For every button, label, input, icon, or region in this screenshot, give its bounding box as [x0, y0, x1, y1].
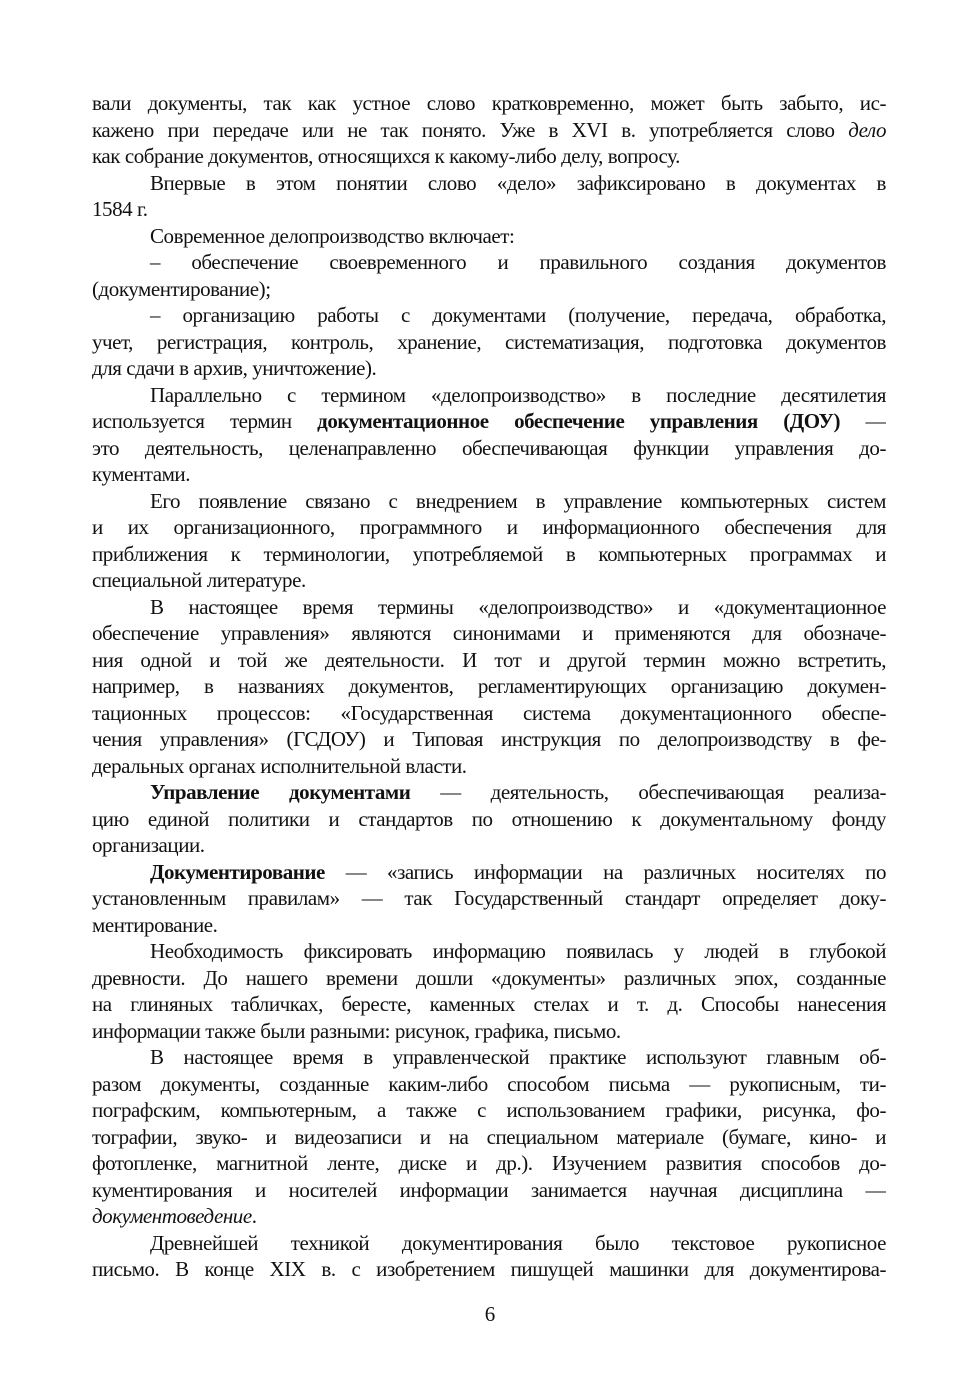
- text-line: [92, 488, 886, 515]
- text-run: Параллельно с термином «делопроизводство» в последние десятилетия: [150, 382, 886, 407]
- text-run: – организацию работы с документами (получение, передача, обработка,: [150, 303, 886, 327]
- paragraph: [92, 1044, 886, 1230]
- text-line: [92, 170, 886, 197]
- text-line: [92, 408, 886, 435]
- paragraph: [92, 488, 886, 594]
- text-line: [92, 302, 886, 329]
- paragraph: [92, 223, 886, 250]
- italic-term: дело: [848, 117, 886, 142]
- text-line: [92, 355, 886, 382]
- bold-term: Управление документами: [150, 780, 411, 804]
- text-run: и их организационного, программного и информационного обеспечения для: [92, 515, 886, 539]
- text-run: 1584 г.: [92, 197, 148, 221]
- text-line: [92, 461, 886, 488]
- text-run: письмо. В конце XIX в. с изобретением пишущей машинки для документирова-: [92, 1257, 886, 1281]
- text-run: ментирование.: [92, 912, 218, 937]
- text-run: специальной литературе.: [92, 568, 306, 592]
- text-line: [92, 435, 886, 462]
- text-line: [92, 382, 886, 409]
- text-run: В настоящее время термины «делопроизводство» и «документационное: [150, 594, 886, 619]
- text-line: [92, 1203, 886, 1230]
- paragraph: [92, 779, 886, 859]
- paragraph: [92, 90, 886, 170]
- paragraph: [92, 249, 886, 302]
- text-line: [92, 806, 886, 833]
- text-line: [92, 541, 886, 568]
- text-line: [92, 276, 886, 303]
- text-run: тационных процессов: «Государственная система документационного обеспе-: [92, 700, 886, 725]
- text-run: вали документы, так как устное слово кратковременно, может быть забыто, ис-: [92, 91, 886, 115]
- text-line: [92, 832, 886, 859]
- paragraph: [92, 859, 886, 939]
- text-run: —: [840, 409, 886, 433]
- text-run: информации также были разными: рисунок, графика, письмо.: [92, 1018, 621, 1043]
- text-line: [92, 620, 886, 647]
- text-line: [92, 938, 886, 965]
- text-line: [92, 1097, 886, 1124]
- text-line: [92, 1018, 886, 1045]
- paragraph: [92, 938, 886, 1044]
- text-line: [92, 329, 886, 356]
- text-run: .: [251, 1204, 257, 1228]
- text-run: кументами.: [92, 462, 191, 486]
- text-line: [92, 700, 886, 727]
- text-run: деральных органах исполнительной власти.: [92, 753, 467, 778]
- text-run: используется термин: [92, 409, 318, 433]
- text-run: Необходимость фиксировать информацию появилась у людей в глубокой: [150, 939, 886, 963]
- page-body: [92, 90, 886, 1283]
- text-run: например, в названиях документов, регламентирующих организацию докумен-: [92, 674, 886, 698]
- text-run: на глиняных табличках, бересте, каменных стелах и т. д. Способы нанесения: [92, 992, 886, 1016]
- text-run: тографии, звуко- и видеозаписи и на специальном материале (бумаге, кино- и: [92, 1124, 886, 1149]
- bold-term: Документирование: [150, 859, 325, 884]
- text-line: [92, 1230, 886, 1257]
- text-run: Древнейшей техникой документирования было текстовое рукописное: [150, 1230, 886, 1255]
- text-run: ния одной и той же деятельности. И тот и другой термин можно встретить,: [92, 647, 886, 672]
- text-line: [92, 885, 886, 912]
- text-run: как собрание документов, относящихся к какому-либо делу, вопросу.: [92, 144, 680, 168]
- text-run: пографским, компьютерным, а также с использованием графики, рисунка, фо-: [92, 1098, 886, 1122]
- text-line: [92, 647, 886, 674]
- text-run: фотопленке, магнитной ленте, диске и др.). Изучением развития способов до-: [92, 1151, 886, 1175]
- text-run: Современное делопроизводство включает:: [150, 223, 515, 248]
- text-line: [92, 143, 886, 170]
- text-line: [92, 965, 886, 992]
- text-run: — деятельность, обеспечивающая реализа-: [410, 780, 886, 804]
- text-run: приближения к терминологии, употребляемой в компьютерных программах и: [92, 541, 886, 566]
- paragraph: [92, 594, 886, 780]
- text-line: [92, 567, 886, 594]
- bold-term: документационное обеспечение управления (ДОУ): [317, 409, 840, 433]
- text-run: — «запись информации на различных носителях по: [324, 859, 886, 884]
- text-run: это деятельность, целенаправленно обеспечивающая функции управления до-: [92, 435, 886, 460]
- text-line: [92, 514, 886, 541]
- text-line: [92, 196, 886, 223]
- text-line: [92, 991, 886, 1018]
- text-line: [92, 779, 886, 806]
- text-line: [92, 117, 886, 144]
- text-run: учет, регистрация, контроль, хранение, систематизация, подготовка документов: [92, 329, 886, 354]
- text-run: Его появление связано с внедрением в управление компьютерных систем: [150, 488, 886, 513]
- text-run: В настоящее время в управленческой практике используют главным об-: [150, 1045, 886, 1069]
- paragraph: [92, 302, 886, 382]
- text-line: [92, 1256, 886, 1283]
- text-run: чения управления» (ГСДОУ) и Типовая инструкция по делопроизводству в фе-: [92, 727, 886, 751]
- paragraph: [92, 382, 886, 488]
- text-line: [92, 594, 886, 621]
- text-run: (документирование);: [92, 276, 271, 301]
- text-run: цию единой политики и стандартов по отношению к документальному фонду: [92, 806, 886, 831]
- text-run: древности. До нашего времени дошли «документы» различных эпох, созданные: [92, 965, 886, 990]
- text-run: установленным правилам» — так Государственный стандарт определяет доку-: [92, 886, 886, 910]
- text-line: [92, 90, 886, 117]
- text-run: – обеспечение своевременного и правильного создания документов: [150, 250, 886, 274]
- paragraph: [92, 170, 886, 223]
- text-line: [92, 859, 886, 886]
- text-line: [92, 753, 886, 780]
- page-number: 6: [484, 1302, 496, 1326]
- text-line: [92, 1071, 886, 1098]
- text-run: для сдачи в архив, уничтожение).: [92, 356, 377, 380]
- italic-term: документоведение: [92, 1204, 252, 1228]
- text-run: Впервые в этом понятии слово «дело» зафиксировано в документах в: [150, 170, 886, 195]
- text-run: разом документы, созданные каким-либо способом письма — рукописным, ти-: [92, 1071, 886, 1096]
- text-run: кументирования и носителей информации занимается научная дисциплина —: [92, 1177, 886, 1202]
- text-line: [92, 249, 886, 276]
- text-line: [92, 1150, 886, 1177]
- text-line: [92, 1177, 886, 1204]
- text-line: [92, 673, 886, 700]
- text-line: [92, 912, 886, 939]
- text-run: кажено при передаче или не так понято. Уже в XVI в. употребляется слово: [92, 117, 849, 142]
- paragraph: [92, 1230, 886, 1283]
- text-line: [92, 1124, 886, 1151]
- text-line: [92, 1044, 886, 1071]
- text-line: [92, 726, 886, 753]
- text-line: [92, 223, 886, 250]
- text-run: обеспечение управления» являются синонимами и применяются для обозначе-: [92, 621, 886, 645]
- text-run: организации.: [92, 833, 205, 857]
